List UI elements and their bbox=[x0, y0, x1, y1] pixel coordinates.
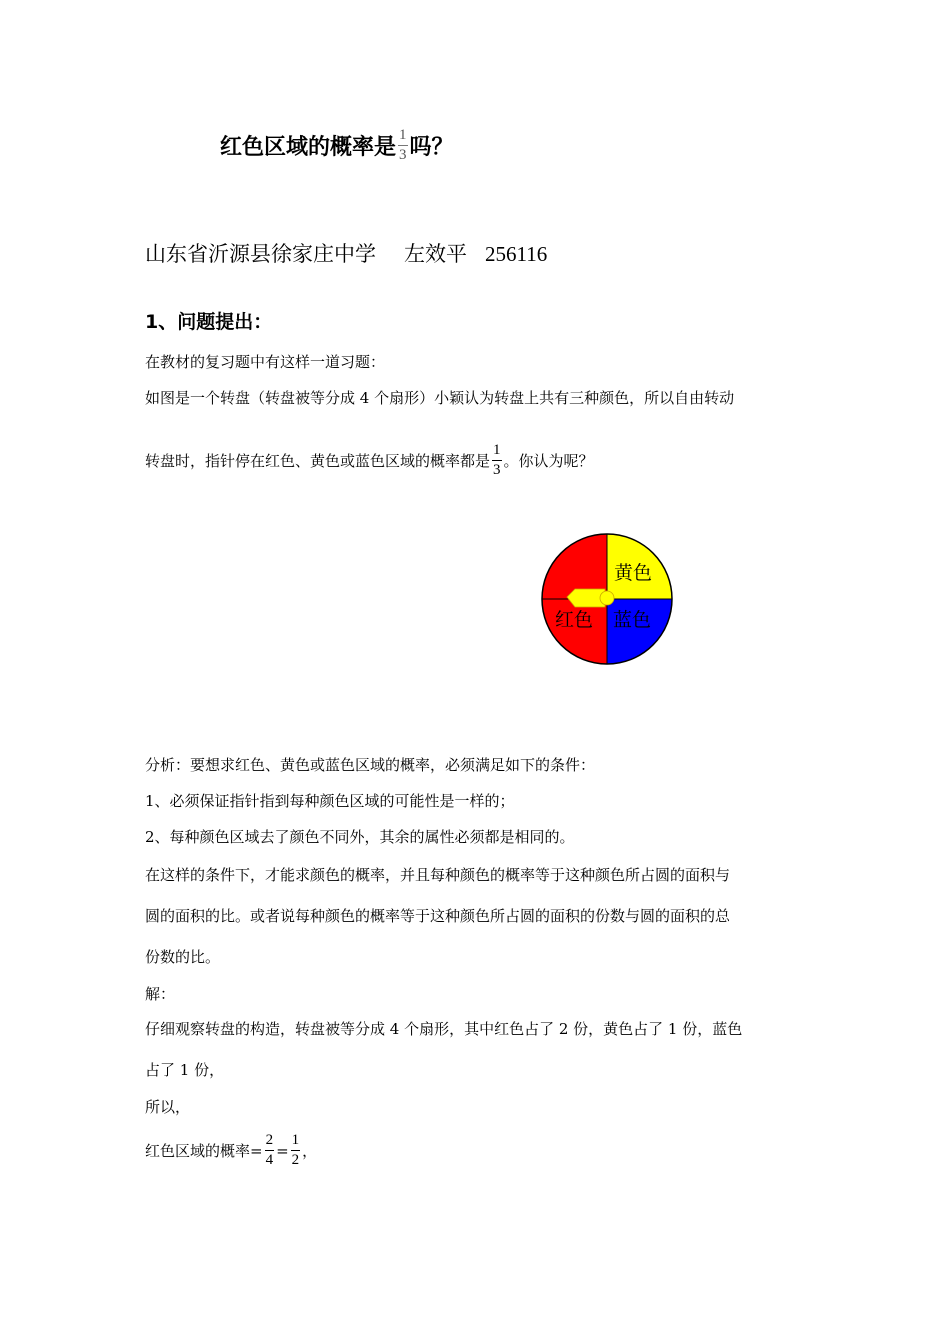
section-heading: 1、问题提出： bbox=[145, 311, 273, 333]
solution-line-1: 仔细观察转盘的构造，转盘被等分成 4 个扇形，其中红色占了 2 份，黄色占了 1 份，蓝色 bbox=[145, 1020, 743, 1038]
problem-line-2 bbox=[145, 443, 594, 478]
result-fraction-2 bbox=[291, 1133, 301, 1168]
title-text: 红色区域的概率是 bbox=[220, 135, 397, 160]
result-equals: = bbox=[276, 1141, 289, 1160]
problem-line-2-text: 转盘时，指针停在红色、黄色或蓝色区域的概率都是 bbox=[145, 452, 491, 470]
label-blue: 蓝色 bbox=[613, 609, 652, 631]
label-red: 红色 bbox=[555, 609, 594, 631]
fraction-numerator: 2 bbox=[265, 1133, 275, 1151]
author-name: 左效平 bbox=[404, 242, 467, 266]
condition-1: 1、必须保证指针指到每种颜色区域的可能性是一样的； bbox=[145, 792, 515, 810]
problem-line-2-suffix: 。你认为呢？ bbox=[503, 452, 594, 470]
author-school: 山东省沂源县徐家庄中学 bbox=[145, 242, 376, 266]
solution-label: 解： bbox=[145, 985, 176, 1003]
result-fraction-1 bbox=[265, 1133, 275, 1168]
page-title bbox=[220, 128, 454, 163]
analysis-text: 分析：要想求红色、黄色或蓝色区域的概率，必须满足如下的条件： bbox=[145, 756, 596, 774]
pointer-arrow bbox=[567, 589, 605, 607]
fraction-denominator: 3 bbox=[493, 462, 501, 478]
spinner-svg bbox=[539, 531, 675, 667]
paragraph-line-1: 在这样的条件下，才能求颜色的概率，并且每种颜色的概率等于这种颜色所占圆的面积与 bbox=[145, 866, 731, 884]
result-end: ， bbox=[302, 1142, 318, 1160]
paragraph-line-2: 圆的面积的比。或者说每种颜色的概率等于这种颜色所占圆的面积的份数与圆的面积的总 bbox=[145, 907, 731, 925]
fraction-denominator: 2 bbox=[291, 1152, 300, 1168]
solution-line-2: 占了 1 份， bbox=[145, 1061, 225, 1079]
condition-2: 2、每种颜色区域去了颜色不同外，其余的属性必须都是相同的。 bbox=[145, 828, 575, 846]
problem-line-1: 如图是一个转盘（转盘被等分成 4 个扇形）小颖认为转盘上共有三种颜色，所以自由转动 bbox=[145, 389, 735, 407]
spinner-figure bbox=[539, 531, 675, 671]
title-suffix: 吗？ bbox=[409, 135, 454, 160]
fraction-numerator: 1 bbox=[291, 1133, 301, 1151]
title-fraction bbox=[398, 128, 408, 163]
author-line bbox=[145, 238, 547, 268]
fraction-numerator: 1 bbox=[398, 128, 408, 146]
therefore-text: 所以， bbox=[145, 1098, 191, 1116]
label-yellow: 黄色 bbox=[614, 562, 653, 584]
intro-text: 在教材的复习题中有这样一道习题： bbox=[145, 353, 386, 371]
author-code: 256116 bbox=[485, 242, 548, 266]
result-label: 红色区域的概率= bbox=[145, 1142, 263, 1160]
problem-fraction bbox=[492, 443, 502, 478]
fraction-denominator: 4 bbox=[265, 1152, 274, 1168]
fraction-denominator: 3 bbox=[399, 147, 407, 163]
result-line bbox=[145, 1133, 317, 1168]
paragraph-line-3: 份数的比。 bbox=[145, 948, 221, 966]
pointer-hub bbox=[600, 591, 614, 605]
fraction-numerator: 1 bbox=[492, 443, 502, 461]
